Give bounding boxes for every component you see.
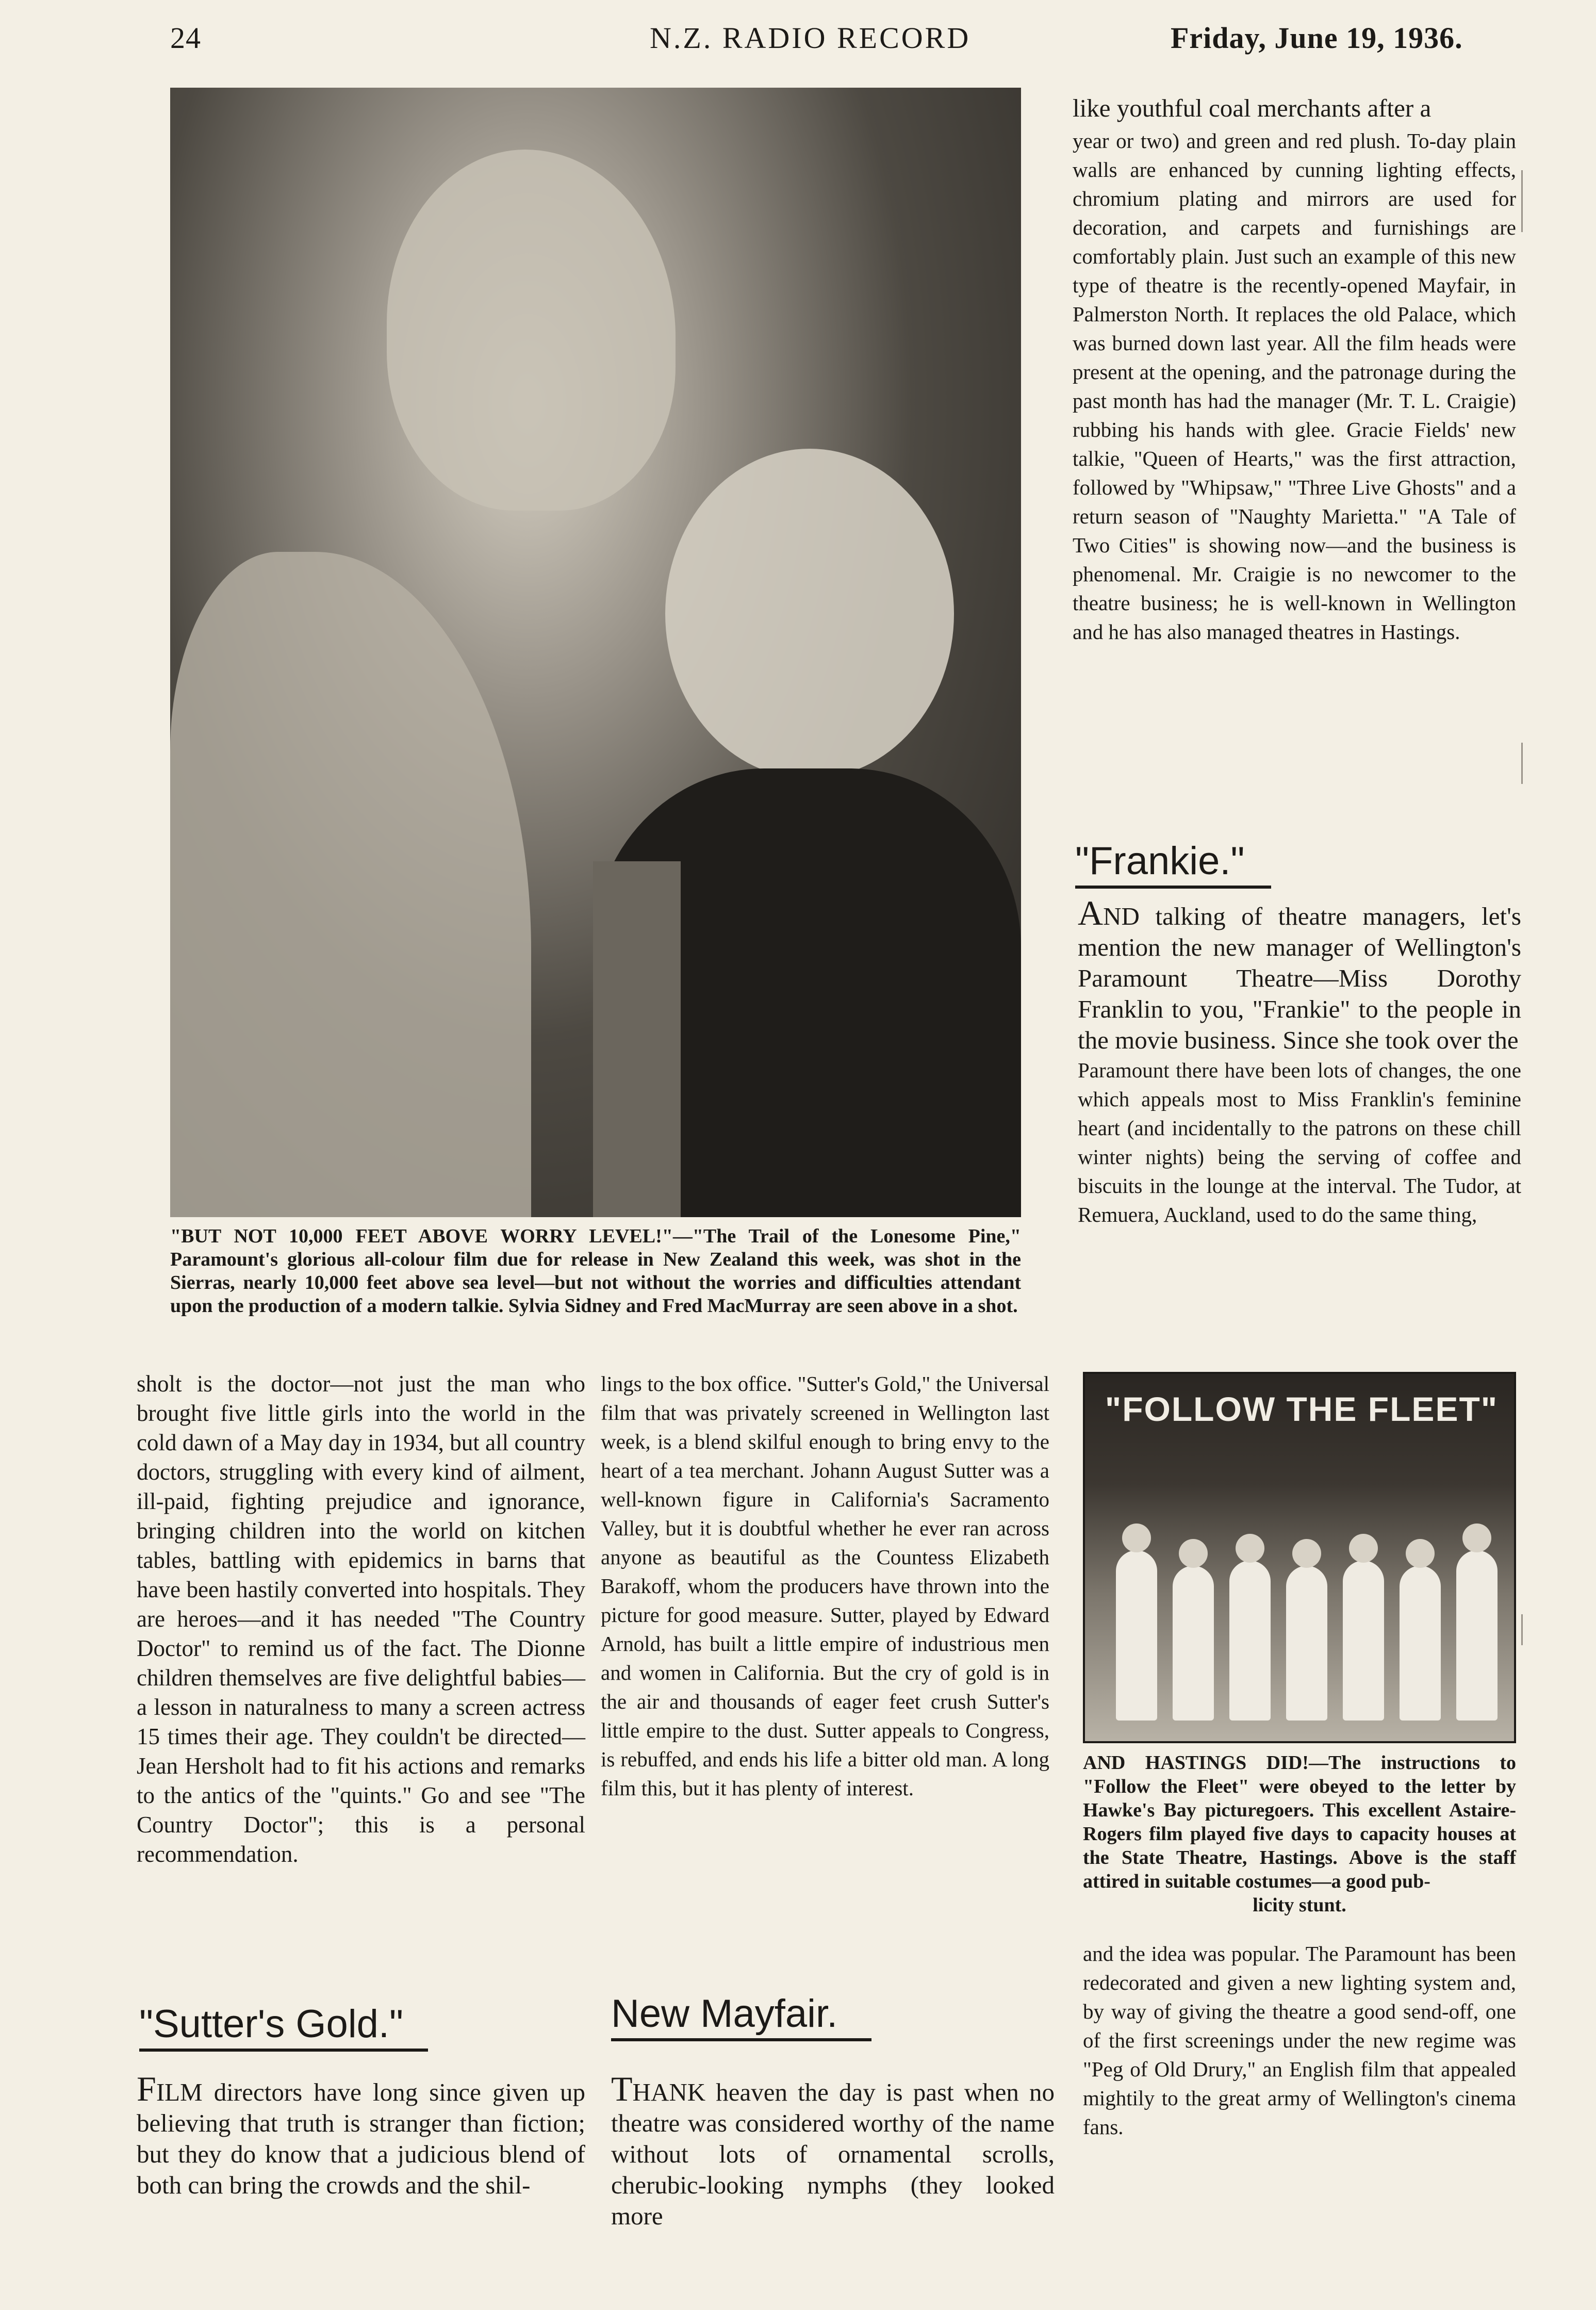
fleet-head <box>1349 1534 1378 1563</box>
column-c-first-line: like youthful coal merchants after a <box>1073 94 1432 122</box>
fleet-person <box>1173 1566 1214 1721</box>
fleet-caption-end: licity stunt. <box>1253 1894 1346 1916</box>
heading-sutters-gold: "Sutter's Gold." <box>139 2001 428 2052</box>
fleet-person <box>1286 1566 1327 1721</box>
fleet-person <box>1229 1561 1271 1721</box>
bleed-mark <box>1521 170 1532 232</box>
frankie-body-large: ND talking of theatre managers, let's mention the new manager of Wellington's Paramount Theatre—Miss Dorothy Franklin to you, "Frankie" to the people in the movie business. Since she took over the <box>1078 902 1521 1054</box>
photo-shape-shoulder <box>170 552 531 1217</box>
column-c-body: year or two) and green and red plush. To-day plain walls are enhanced by cunning lighting effects, chromium plating and mirrors are used for decoration, and carpets and furnishings are comfortably plain. Just such an example of this new type of theatre is the recently-opened Mayfair, in Palmerston North. It replaces the old Palace, which was burned down last year. All the film heads were present at the opening, and the patronage during the past month has had the manager (Mr. T. L. Craigie) rubbing his hands with glee. Gracie Fields' new talkie, "Queen of Hearts," was the first attraction, followed by "Whipsaw," "Three Live Ghosts" and a return season of "Naughty Marietta." "A Tale of Two Cities" is showing now—and the business is phenomenal. Mr. Craigie is no newcomer to the theatre business; he is well-known in Wellington and he has also managed theatres in Hastings. <box>1073 129 1516 644</box>
heading-new-mayfair: New Mayfair. <box>611 1991 871 2041</box>
dropcap: A <box>1078 893 1104 932</box>
frankie-body-small: Paramount there have been lots of changes, the one which appeals most to Miss Franklin's feminine heart (and incidentally to the patrons on these chill winter nights) being the serving of coffee and biscuits in the lounge at the interval. The Tudor, at Remuera, Auckland, used to do the same thing, <box>1078 1058 1521 1226</box>
after-fleet-text: and the idea was popular. The Paramount has been redecorated and given a new lighting system and, by way of giving the theatre a good send-off, one of the first screenings under the new regime was "Peg of Old Drury," an English film that appealed mightily to the great army of Wellington's cinema fans. <box>1083 1942 1516 2139</box>
sutters-gold-text <box>137 2069 585 2201</box>
page-number: 24 <box>170 21 201 55</box>
follow-the-fleet-photo <box>1083 1372 1516 1743</box>
fleet-head <box>1179 1539 1208 1568</box>
fleet-person <box>1400 1566 1441 1721</box>
bleed-mark <box>1521 743 1532 784</box>
fleet-banner: "FOLLOW THE FLEET" <box>1105 1390 1499 1428</box>
bleed-mark <box>1521 1614 1532 1645</box>
fleet-person <box>1116 1550 1157 1721</box>
dropcap: T <box>611 2069 633 2108</box>
column-c-text <box>1073 90 1516 646</box>
fleet-caption-body: AND HASTINGS DID!—The instructions to "Follow the Fleet" were obeyed to the letter by Hawke's Bay picturegoers. This excellent Astaire-Rogers film played five days to capacity houses at the State Theatre, Hastings. Above is the staff attired in suitable costumes—a good pub- <box>1083 1752 1516 1892</box>
fleet-person <box>1456 1550 1498 1721</box>
fleet-head <box>1122 1523 1151 1552</box>
fleet-head <box>1462 1523 1491 1552</box>
heading-frankie: "Frankie." <box>1075 838 1271 889</box>
fleet-head <box>1292 1539 1321 1568</box>
fleet-head <box>1406 1539 1435 1568</box>
issue-date: Friday, June 19, 1936. <box>1171 21 1463 55</box>
photo-shape-post <box>593 861 681 1217</box>
fleet-head <box>1236 1534 1264 1563</box>
photo-shape-man <box>387 150 676 511</box>
fleet-person <box>1343 1561 1384 1721</box>
photo-shape-woman <box>665 449 954 779</box>
column-b-text: lings to the box office. "Sutter's Gold," the Universal film that was privately screened in Wellington last week, is a blend skilful enough to bring envy to the heart of a tea merchant. Johann August Sutter was a well-known figure in California's Sacramento Valley, but it is doubtful whether he ever ran across anyone as beautiful as the Countess Elizabeth Barakoff, whom the producers have thrown into the picture for good measure. Sutter, played by Edward Arnold, has built a little empire of industrious men and women in California. But the cry of gold is in the air and thousands of eager feet crush Sutter's little empire to the dust. Sutter appeals to Congress, is rebuffed, and ends his life a bitter old man. A long film this, but it has plenty of interest. <box>601 1372 1049 1800</box>
column-a-text: sholt is the doctor—not just the man who brought five little girls into the world in the cold dawn of a May day in 1934, but all country doctors, struggling with every kind of ailment, ill-paid, fighting prejudice and ignorance, bringing children into the world on kitchen tables, battling with epidemics in barns that have been hastily converted into hospitals. They are heroes—and it has needed "The Country Doctor" to remind us of the fact. The Dionne children themselves are five delightful babies—a lesson in naturalness to many a screen actress 15 times their age. They couldn't be directed—Jean Hersholt had to fit his actions and remarks to the antics of the "quints." Go and see "The Country Doctor"; this is a personal recommendation. <box>137 1371 585 1867</box>
frankie-text <box>1078 893 1521 1229</box>
new-mayfair-body: HANK heaven the day is past when no theatre was considered worthy of the name without lots of ornamental scrolls, cherubic-looking nymphs (they looked more <box>611 2078 1055 2230</box>
new-mayfair-text <box>611 2069 1055 2232</box>
dropcap: F <box>137 2069 156 2108</box>
main-photo <box>170 88 1021 1217</box>
main-photo-caption: "BUT NOT 10,000 FEET ABOVE WORRY LEVEL!"—"The Trail of the Lonesome Pine," Paramount's glorious all-colour film due for release in New Zealand this week, was shot in the Sierras, nearly 10,000 feet above sea level—but not without the worries and difficulties attendant upon the production of a modern talkie. Sylvia Sidney and Fred MacMurray are seen above in a shot. <box>170 1225 1021 1317</box>
publication-title: N.Z. RADIO RECORD <box>650 21 971 55</box>
fleet-caption <box>1083 1751 1516 1917</box>
sutters-gold-body: ILM directors have long since given up believing that truth is stranger than fiction; but they do know that a judicious blend of both can bring the crowds and the shil- <box>137 2078 585 2199</box>
